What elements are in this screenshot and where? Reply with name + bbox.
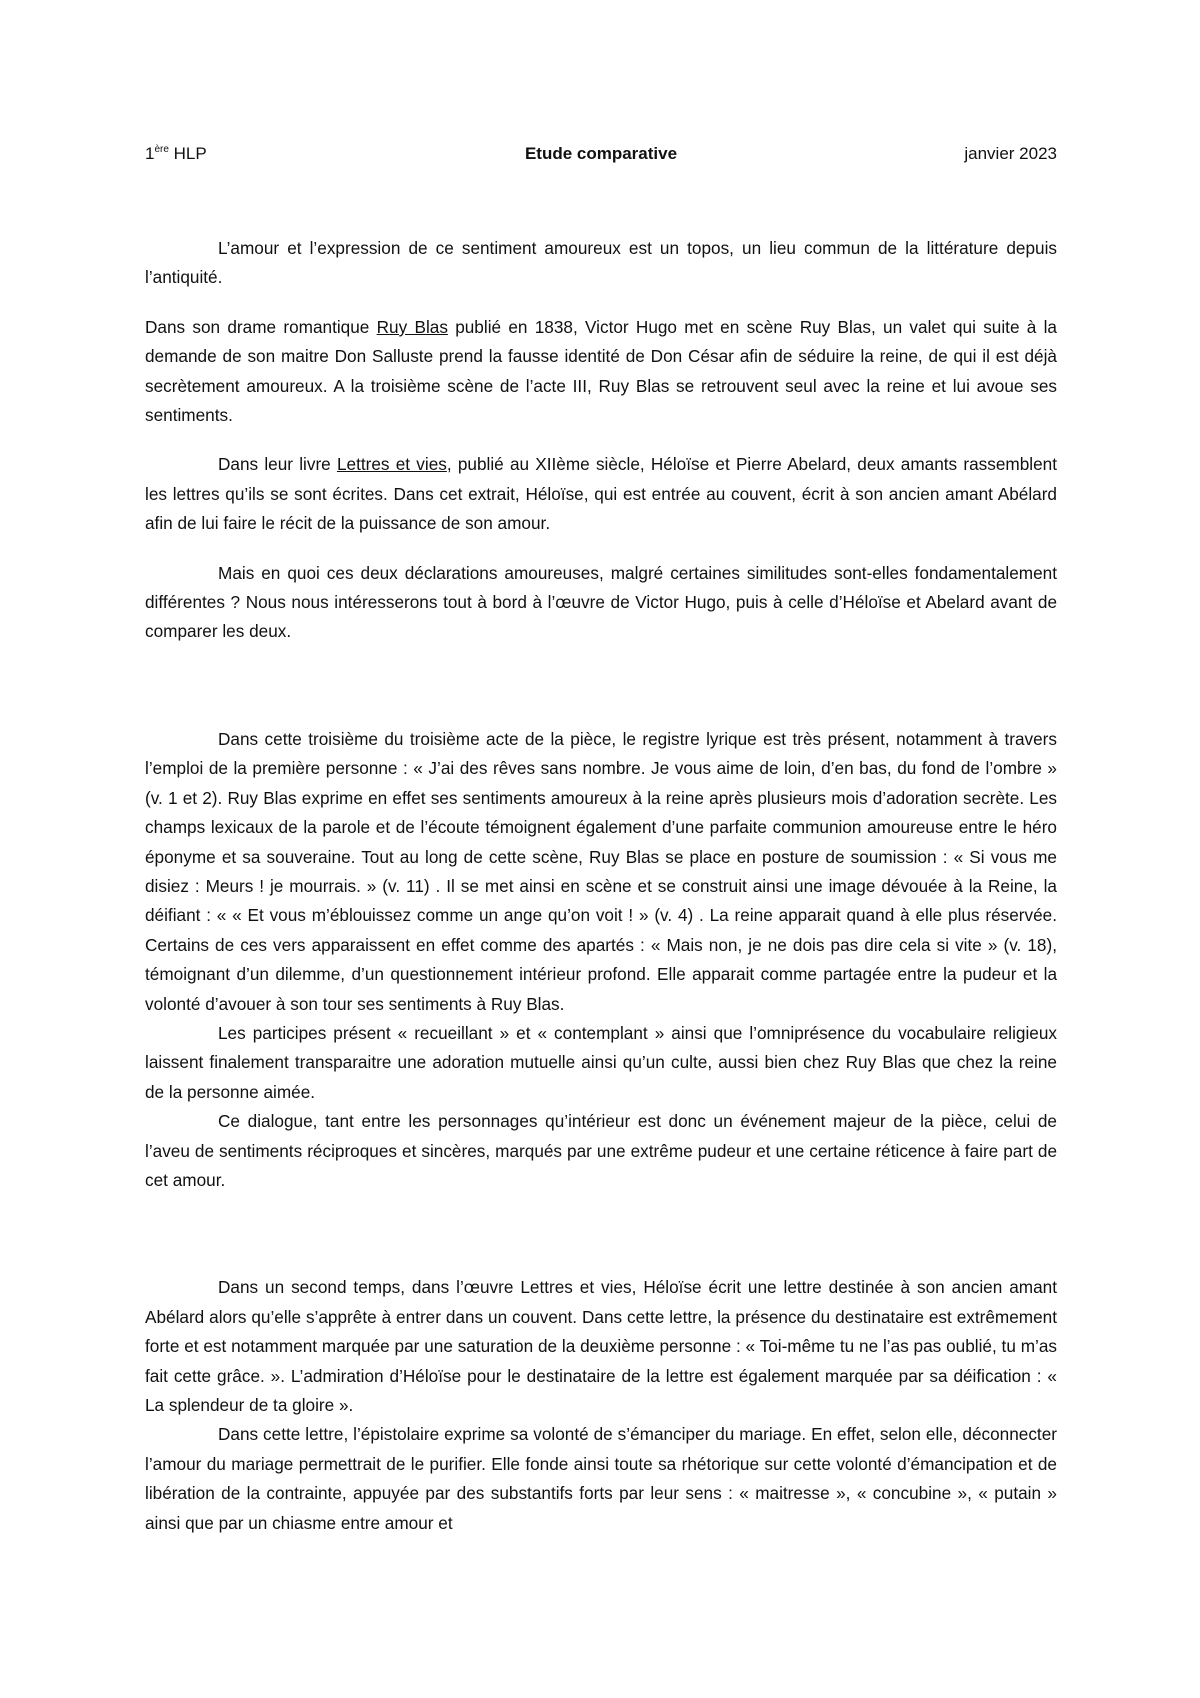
paragraph-lettres-intro (145, 450, 1057, 538)
paragraph-intro: L’amour et l’expression de ce sentiment amoureux est un topos, un lieu commun de la littérature depuis l’antiquité. (145, 238, 1057, 288)
class-name: HLP (168, 144, 207, 163)
document-body (145, 234, 1057, 1538)
paragraph-text: , publié au XIIème siècle, Héloïse et Pierre Abelard, deux amants rassemblent les lettres qu’ils se sont écrites. Dans cet extrait, Héloïse, qui est entrée au couvent, écrit à son ancien amant Abélard afin de lui faire le récit de la puissance de son amour. (145, 454, 1057, 534)
work-title-lettres-et-vies: Lettres et vies (336, 454, 447, 475)
paragraph-participes: Les participes présent « recueillant » et « contemplant » ainsi que l’omniprésence du vocabulaire religieux laissent finalement transparaitre une adoration mutuelle ainsi qu’un culte, aussi bien chez Ruy Blas que chez la reine de la personne aimée. (145, 1022, 1057, 1102)
class-number: 1 (145, 144, 155, 163)
paragraph-text: Dans son drame romantique (145, 316, 377, 337)
document-header (145, 144, 1057, 174)
paragraph-text: publié en 1838, Victor Hugo met en scène Ruy Blas, un valet qui suite à la demande de son maitre Don Salluste prend la fausse identité de Don César afin de séduire la reine, de qui il est déjà secrètement amoureux. A la troisième scène de l’acte III, Ruy Blas se retrouvent seul avec la reine et lui avoue ses sentiments. (145, 316, 1057, 426)
paragraph-problematique: Mais en quoi ces deux déclarations amoureuses, malgré certaines similitudes sont-elles fondamentalement différentes ? Nous nous intéresserons tout à bord à l’œuvre de Victor Hugo, puis à celle d’Héloïse et Abelard avant de comparer les deux. (145, 562, 1057, 642)
paragraph-dialogue-conclusion: Ce dialogue, tant entre les personnages qu’intérieur est donc un événement majeur de la pièce, celui de l’aveu de sentiments réciproques et sincères, marqués par une extrême pudeur et une certaine réticence à faire part de cet amour. (145, 1111, 1057, 1190)
paragraph-emancipation: Dans cette lettre, l’épistolaire exprime sa volonté de s’émanciper du mariage. En effet, selon elle, déconnecter l’amour du mariage permettrait de le purifier. Elle fonde ainsi toute sa rhétorique sur cette volonté d’émancipation et de libération de la contrainte, appuyée par des substantifs forts par leur sens : « maitresse », « concubine », « putain » ainsi que par un chiasme entre amour et (145, 1424, 1057, 1533)
document-title: Etude comparative (524, 144, 678, 163)
paragraph-analysis-ruy-blas: Dans cette troisième du troisième acte de la pièce, le registre lyrique est très présent, notamment à travers l’emploi de la première personne : « J’ai des rêves sans nombre. Je vous aime de loin, d’en bas, du fond de l’ombre » (v. 1 et 2). Ruy Blas exprime en effet ses sentiments amoureux à la reine après plusieurs mois d’adoration secrète. Les champs lexicaux de la parole et de l’écoute témoignent également d’une parfaite communion amoureuse entre le héro éponyme et sa souveraine. Tout au long de cette scène, Ruy Blas se place en posture de soumission : « Si vous me disiez : Meurs ! je mourrais. » (v. 11) . Il se met ainsi en scène et se construit ainsi une image dévouée à la Reine, la déifiant : « « Et vous m’éblouissez comme un ange qu’on voit ! » (v. 4) . La reine apparait quand à elle plus réservée. Certains de ces vers apparaissent en effet comme des apartés : « Mais non, je ne dois pas dire cela si vite » (v. 18), témoignant d’un dilemme, d’un questionnement intérieur profond. Elle apparait comme partagée entre la pudeur et la volonté d’avouer à son tour ses sentiments à Ruy Blas. (145, 728, 1057, 1014)
document-date: janvier 2023 (964, 144, 1057, 163)
work-title-ruy-blas: Ruy Blas (376, 316, 448, 337)
paragraph-ruy-blas-intro (145, 313, 1057, 431)
paragraph-text: Dans leur livre (218, 454, 337, 475)
paragraph-analysis-heloise: Dans un second temps, dans l’œuvre Lettres et vies, Héloïse écrit une lettre destinée à son ancien amant Abélard alors qu’elle s’apprête à entrer dans un couvent. Dans cette lettre, la présence du destinataire est extrêmement forte et est notamment marquée par une saturation de la deuxième personne : « Toi-même tu ne l’as pas oublié, tu m’as fait cette grâce. ». L’admiration d’Héloïse pour le destinataire de la lettre est également marquée par sa déification : « La splendeur de ta gloire ». (145, 1277, 1057, 1415)
class-superscript: ère (154, 144, 169, 155)
